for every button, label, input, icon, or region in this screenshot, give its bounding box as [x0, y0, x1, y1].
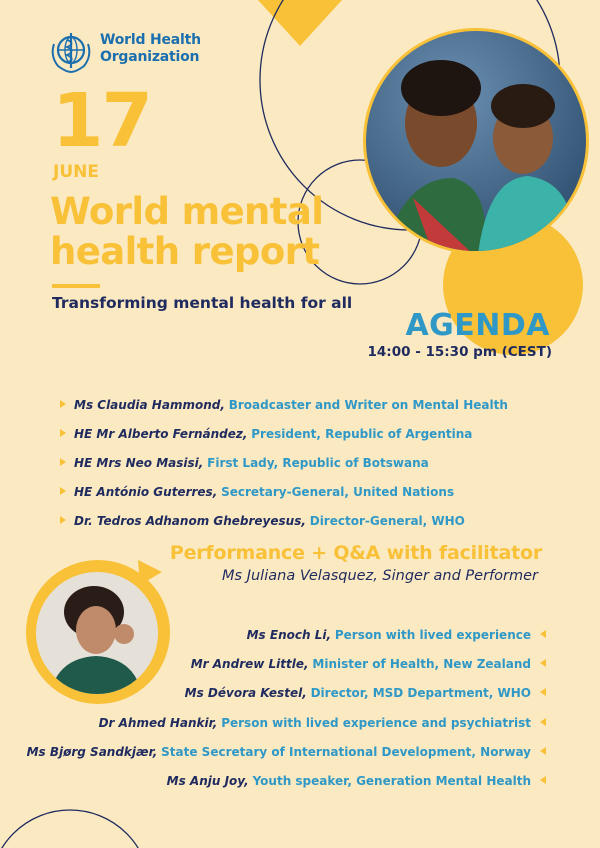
speaker-item — [60, 513, 465, 529]
speaker-item — [60, 426, 472, 442]
speaker-role: Youth speaker, Generation Mental Health — [252, 774, 531, 788]
event-day: 17 — [52, 78, 151, 164]
organization-name-line2: Organization — [100, 49, 200, 65]
speaker-name: Ms Dévora Kestel, — [184, 686, 307, 700]
speaker-name: HE António Guterres, — [74, 485, 218, 499]
who-emblem-icon — [48, 30, 94, 74]
speaker-role: State Secretary of International Development, Norway — [161, 745, 531, 759]
bullet-arrow-icon — [540, 688, 546, 696]
bullet-arrow-icon — [60, 516, 66, 524]
mother-child-photo — [363, 28, 589, 254]
speaker-role: Person with lived experience and psychiatrist — [221, 716, 531, 730]
speaker-item — [99, 715, 546, 731]
title-divider — [52, 284, 100, 288]
bullet-arrow-icon — [540, 630, 546, 638]
speaker-name: Dr Ahmed Hankir, — [98, 716, 218, 730]
speaker-role: Secretary-General, United Nations — [221, 485, 455, 499]
speaker-name: HE Mrs Neo Masisi, — [74, 456, 204, 470]
speaker-role: Director-General, WHO — [309, 514, 465, 528]
speaker-role: Minister of Health, New Zealand — [312, 657, 531, 671]
event-subtitle: Transforming mental health for all — [52, 294, 353, 312]
speaker-item — [191, 656, 546, 672]
speaker-role: First Lady, Republic of Botswana — [207, 456, 429, 470]
bullet-arrow-icon — [540, 747, 546, 755]
agenda-heading: AGENDA — [405, 308, 550, 343]
speaker-name: Ms Anju Joy, — [166, 774, 249, 788]
speaker-role: President, Republic of Argentina — [251, 427, 473, 441]
performance-host: Ms Juliana Velasquez, Singer and Performer — [222, 568, 538, 584]
performance-heading: Performance + Q&A with facilitator — [169, 542, 542, 564]
speaker-item — [247, 627, 546, 643]
event-month: JUNE — [53, 162, 99, 182]
bullet-arrow-icon — [60, 458, 66, 466]
bullet-arrow-icon — [540, 659, 546, 667]
bullet-arrow-icon — [60, 487, 66, 495]
speaker-item — [167, 773, 546, 789]
speaker-name: Ms Bjørg Sandkjær, — [26, 745, 158, 759]
bullet-arrow-icon — [540, 718, 546, 726]
speaker-item — [60, 484, 454, 500]
speaker-name: Mr Andrew Little, — [190, 657, 309, 671]
speaker-item — [27, 744, 546, 760]
who-logo — [48, 30, 208, 74]
organization-name — [100, 32, 201, 66]
speaker-item — [60, 455, 429, 471]
agenda-time: 14:00 - 15:30 pm (CEST) — [367, 344, 552, 360]
event-title-line1: World mental — [50, 190, 324, 233]
bottom-outline-circle — [0, 810, 150, 848]
organization-name-line1: World Health — [100, 32, 201, 48]
bullet-arrow-icon — [60, 400, 66, 408]
speaker-name: Ms Claudia Hammond, — [74, 398, 225, 412]
speaker-role: Director, MSD Department, WHO — [310, 686, 531, 700]
speaker-item — [60, 397, 508, 413]
speaker-item — [185, 685, 546, 701]
speaker-role: Person with lived experience — [334, 628, 531, 642]
speaker-name: Dr. Tedros Adhanom Ghebreyesus, — [74, 514, 306, 528]
speaker-name: Ms Enoch Li, — [246, 628, 332, 642]
bullet-arrow-icon — [540, 776, 546, 784]
bullet-arrow-icon — [60, 429, 66, 437]
event-title-line2: health report — [50, 230, 320, 273]
performer-photo — [36, 572, 158, 694]
event-title — [50, 192, 380, 272]
speaker-name: HE Mr Alberto Fernández, — [74, 427, 248, 441]
speaker-role: Broadcaster and Writer on Mental Health — [228, 398, 508, 412]
